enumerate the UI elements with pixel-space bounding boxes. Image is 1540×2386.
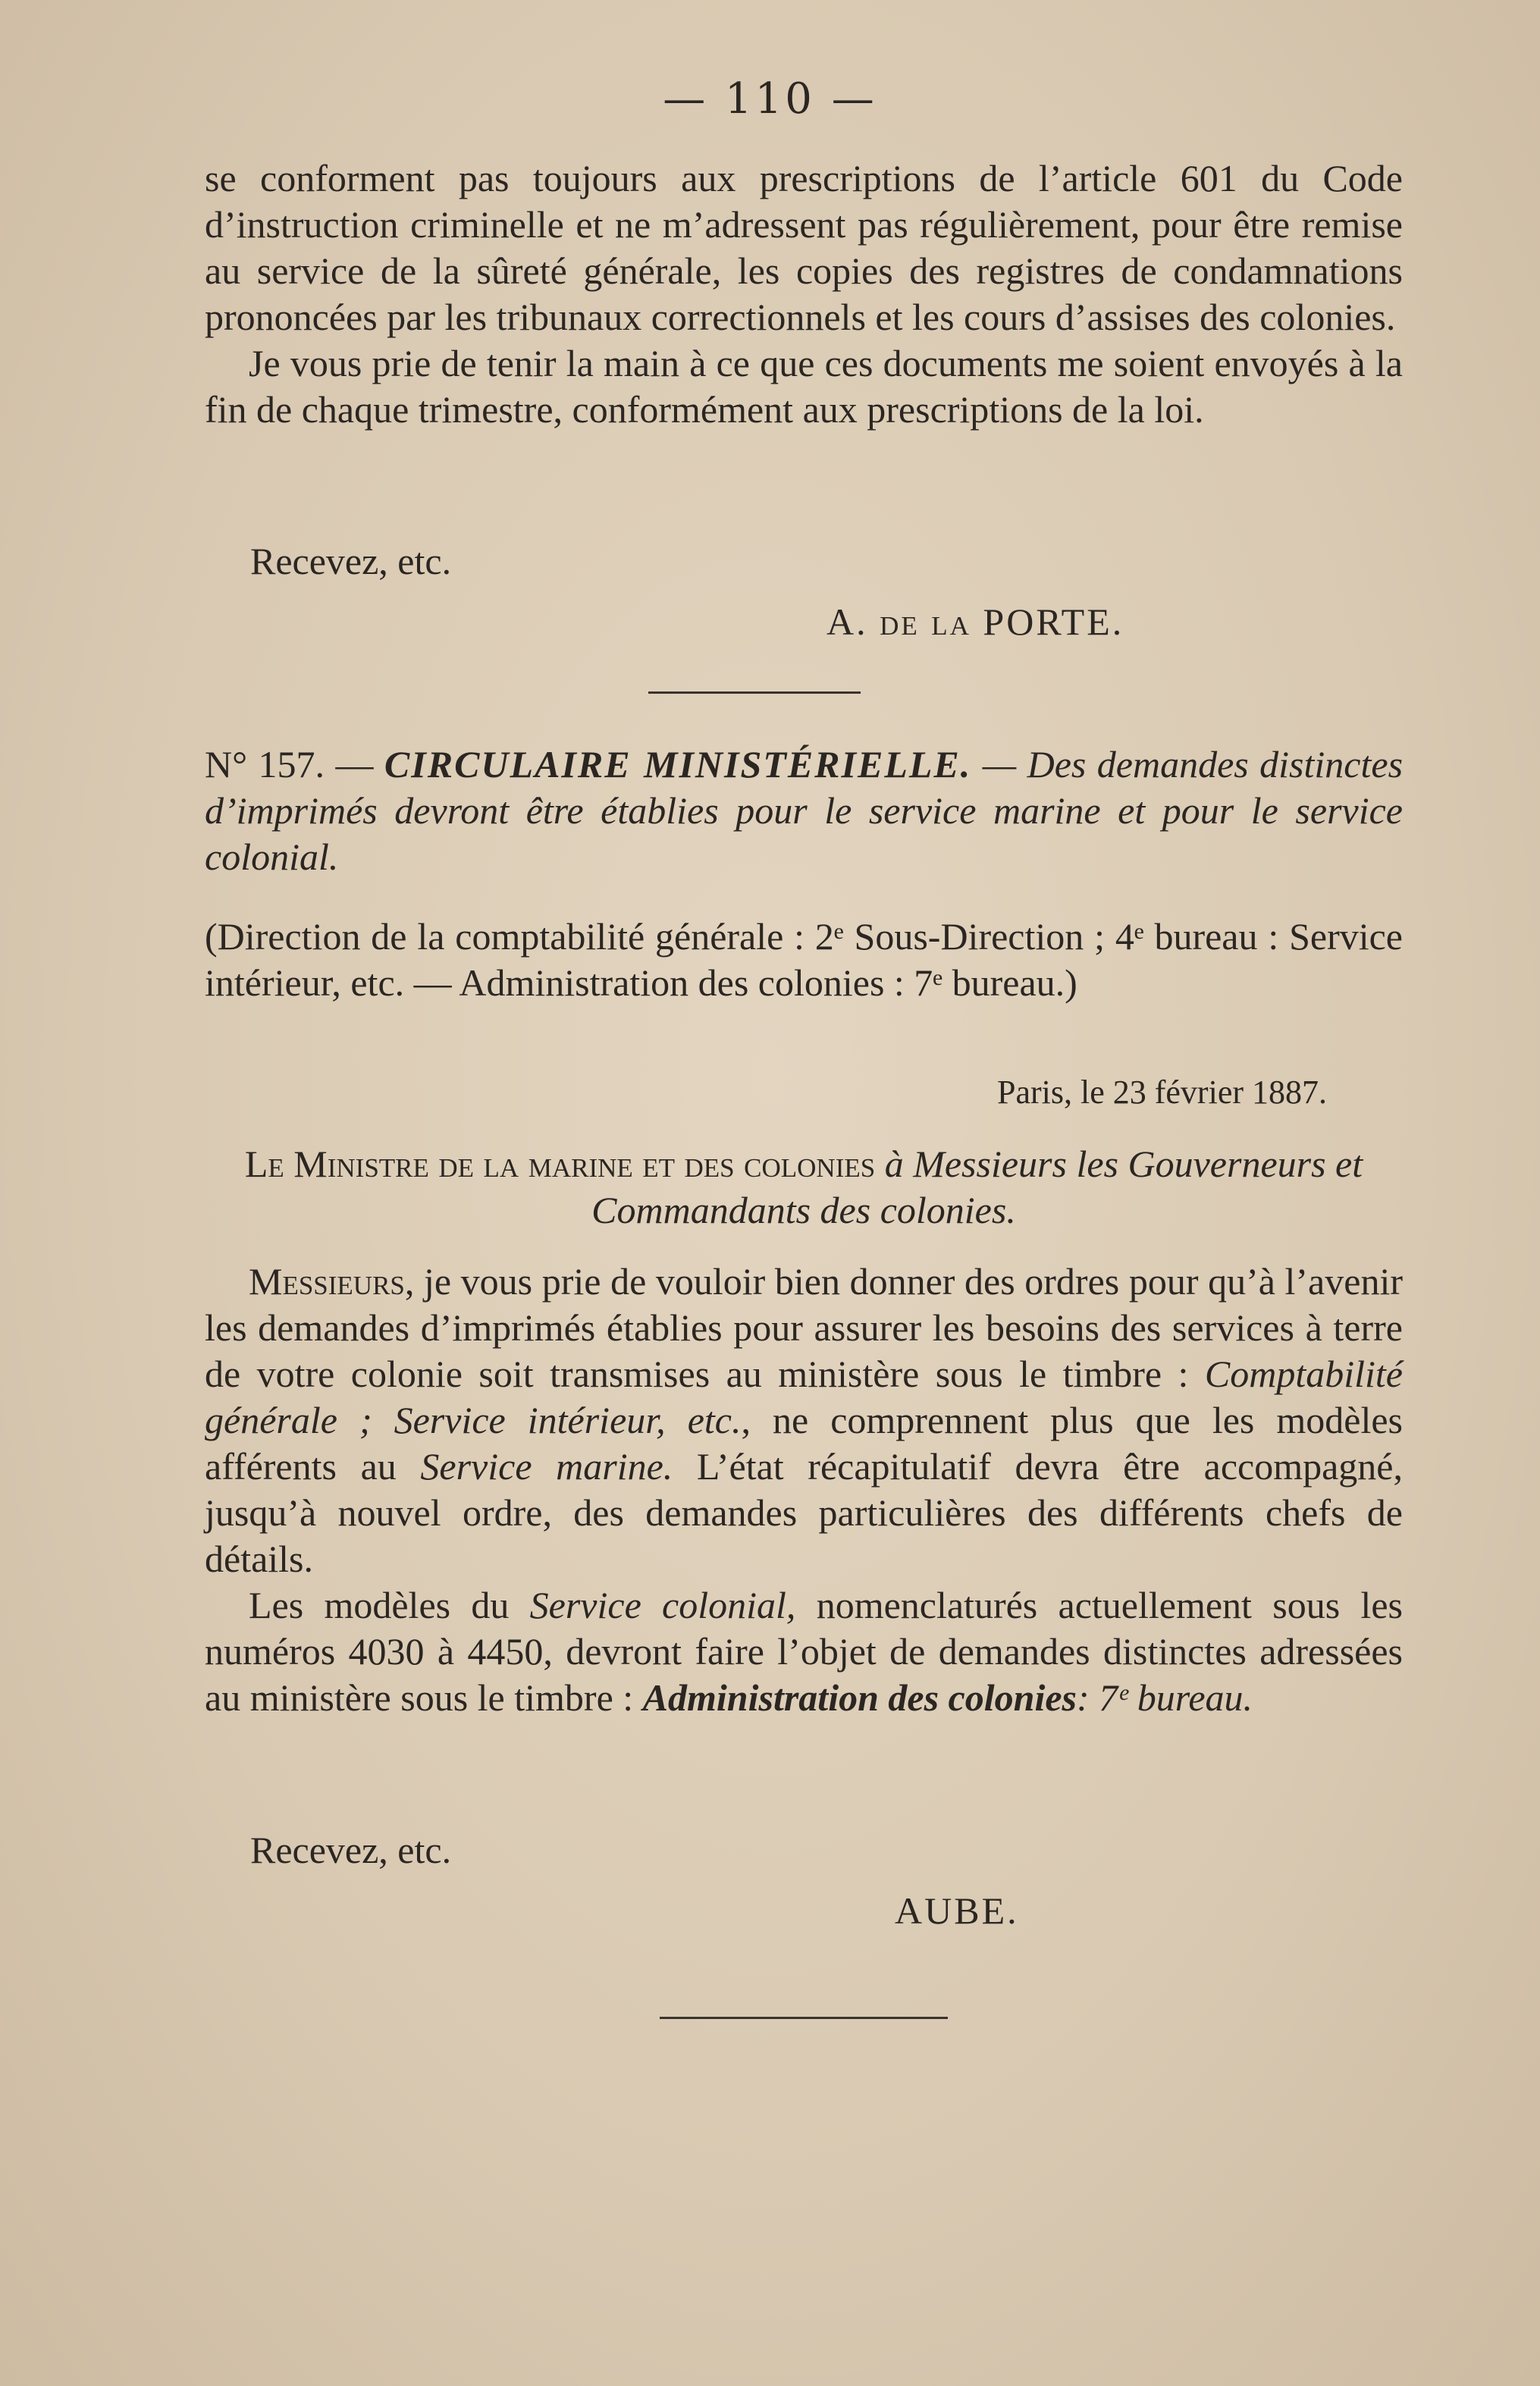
signature-2: AUBE. xyxy=(895,1889,1019,1932)
closing-formula-2: Recevez, etc. xyxy=(250,1829,452,1871)
service-colonial: Service colonial, xyxy=(529,1584,796,1626)
circular-heading xyxy=(205,742,1403,880)
timbre-administration: Administration des colonies xyxy=(642,1676,1077,1719)
continued-paragraph: se conforment pas toujours aux prescriptions de l’article 601 du Code d’instruction criminelle et ne m’adressent pas régulièrement, pour être remise au service de la sûreté générale, les copies des registres de condamnations prononcées par les tribunaux correctionnels et les cours d’assises des colonies. xyxy=(205,157,1403,338)
body-text: je vous prie de vouloir bien donner des ordres pour qu’à l’avenir les demandes d’imprimés établies pour assurer les besoins des services à terre de votre colonie soit transmises au ministère sous le timbre : xyxy=(205,1260,1403,1395)
page-number: — 110 — xyxy=(663,74,877,124)
minister-address xyxy=(205,1141,1403,1234)
body-text: , ne comprennent plus que les modèles afférents au xyxy=(205,1399,1404,1488)
body-paragraph-2 xyxy=(205,1582,1403,1721)
closing-formula-1: Recevez, etc. xyxy=(250,540,452,582)
dateline: Paris, le 23 février 1887. xyxy=(997,1074,1327,1111)
separator-rule-2 xyxy=(660,2017,948,2019)
circular-number: N° 157. xyxy=(205,743,325,785)
body-text: L’état récapitulatif devra être accompagné, jusqu’à nouvel ordre, des demandes particulières des différents chefs de détails. xyxy=(205,1445,1403,1580)
body-text: : 7ᵉ bureau. xyxy=(1077,1676,1253,1719)
circular-subject: — Des demandes distinctes d’imprimés devront être établies pour le service marine et pour le service colonial. xyxy=(205,743,1404,878)
body-text: Les modèles du xyxy=(249,1584,530,1626)
direction-note xyxy=(205,914,1403,1006)
previous-circular-text xyxy=(205,155,1403,433)
circular-type: CIRCULAIRE MINISTÉRIELLE. xyxy=(384,743,972,785)
direction-text: (Direction de la comptabilité générale : 2ᵉ Sous-Direction ; 4ᵉ bureau : Service intérieur, etc. — Administration des colonies : 7ᵉ bureau.) xyxy=(205,915,1403,1004)
body-text: nomenclaturés actuellement sous les numéros 4030 à 4450, devront faire l’objet de demandes distinctes adressées au ministère sous le timbre : xyxy=(205,1584,1403,1719)
separator-rule-1 xyxy=(648,691,861,694)
timbre-comptabilite: Comptabilité générale ; Service intérieur, etc. xyxy=(205,1353,1403,1441)
circular-body xyxy=(205,1259,1403,1721)
body-paragraph-1 xyxy=(205,1259,1403,1582)
service-marine: Service marine. xyxy=(420,1445,673,1488)
minister-from: Le Ministre de la marine et des colonies xyxy=(244,1143,876,1185)
minister-to: à Messieurs les Gouverneurs et Commandants des colonies. xyxy=(591,1143,1363,1231)
request-paragraph: Je vous prie de tenir la main à ce que ces documents me soient envoyés à la fin de chaque trimestre, conformément aux prescriptions de la loi. xyxy=(205,342,1403,431)
signature-1: A. de la PORTE. xyxy=(826,600,1124,643)
circular-dash: — xyxy=(335,743,374,785)
salutation: Messieurs, xyxy=(249,1260,415,1303)
